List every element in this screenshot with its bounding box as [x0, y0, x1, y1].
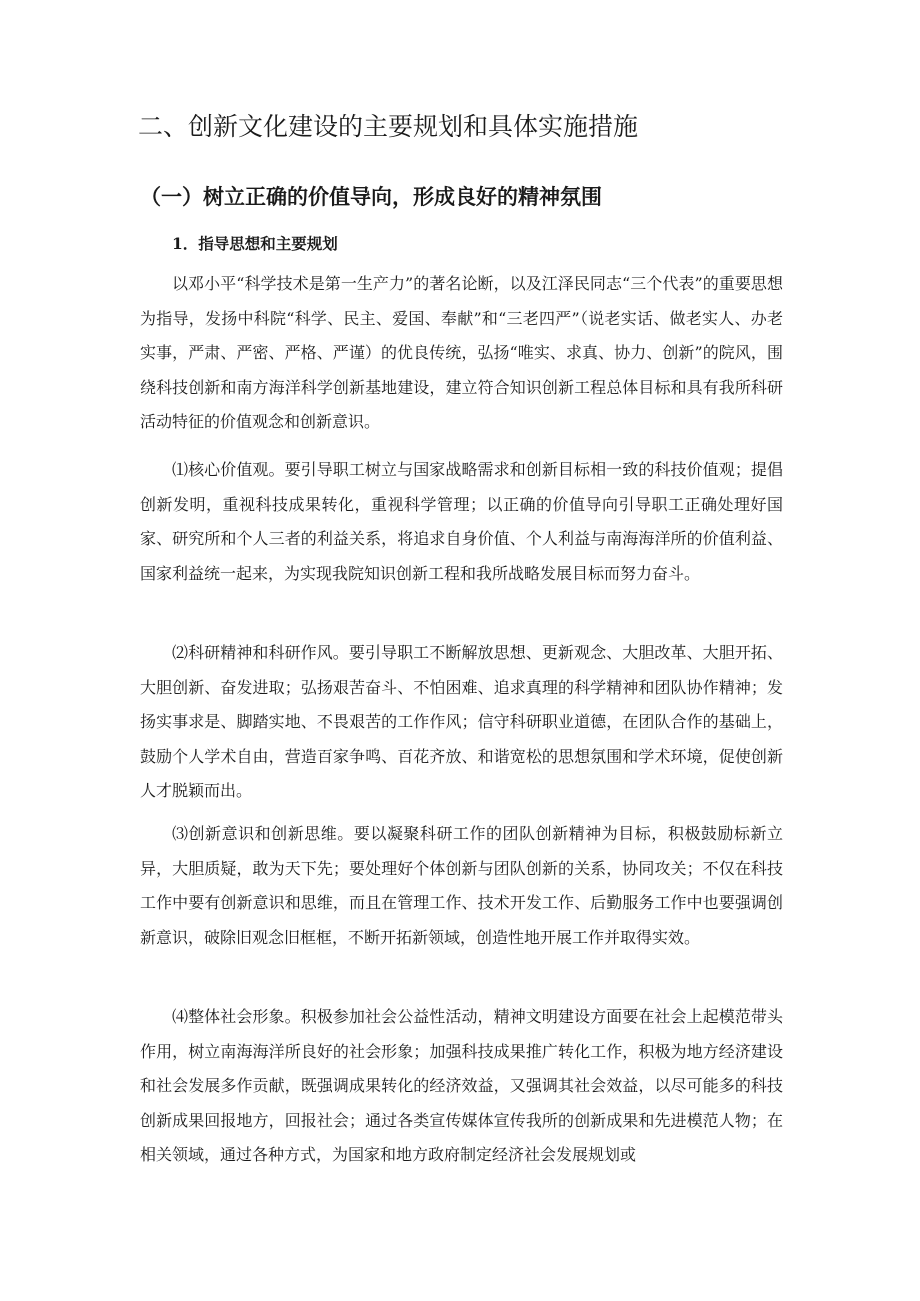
item-heading: 1．指导思想和主要规划	[172, 234, 338, 253]
paragraph-innovation-awareness: ⑶创新意识和创新思维。要以凝聚科研工作的团队创新精神为目标，积极鼓励标新立异，大胆质疑，敢为天下先；要处理好个体创新与团队创新的关系，协同攻关；不仅在科技工作中要有创新意识和思维，而且在管理工作、技术开发工作、后勤服务工作中也要强调创新意识，破除旧观念旧框框，不断开拓新领域，创造性地开展工作并取得实效。	[140, 824, 783, 947]
subsection-heading: （一）树立正确的价值导向，形成良好的精神氛围	[140, 184, 602, 209]
paragraph-guiding-thought: 以邓小平“科学技术是第一生产力”的著名论断，以及江泽民同志“三个代表”的重要思想为指导，发扬中科院“科学、民主、爱国、奉献”和“三老四严”（说老实话、做老实人、办老实事，严肃、严密、严格、严谨）的优良传统，弘扬“唯实、求真、协力、创新”的院风，围绕科技创新和南方海洋科学创新基地建设，建立符合知识创新工程总体目标和具有我所科研活动特征的价值观念和创新意识。	[140, 274, 783, 431]
paragraph-research-spirit: ⑵科研精神和科研作风。要引导职工不断解放思想、更新观念、大胆改革、大胆开拓、大胆创新、奋发进取；弘扬艰苦奋斗、不怕困难、追求真理的科学精神和团队协作精神；发扬实事求是、脚踏实地、不畏艰苦的工作作风；信守科研职业道德，在团队合作的基础上，鼓励个人学术自由，营造百家争鸣、百花齐放、和谐宽松的思想氛围和学术环境，促使创新人才脱颖而出。	[140, 643, 783, 800]
section-heading: 二、创新文化建设的主要规划和具体实施措施	[138, 112, 639, 141]
paragraph-core-values: ⑴核心价值观。要引导职工树立与国家战略需求和创新目标相一致的科技价值观；提倡创新发明，重视科技成果转化，重视科学管理；以正确的价值导向引导职工正确处理好国家、研究所和个人三者的利益关系，将追求自身价值、个人利益与南海海洋所的价值利益、国家利益统一起来，为实现我院知识创新工程和我所战略发展目标而努力奋斗。	[140, 460, 783, 583]
paragraph-social-image: ⑷整体社会形象。积极参加社会公益性活动，精神文明建设方面要在社会上起模范带头作用，树立南海海洋所良好的社会形象；加强科技成果推广转化工作，积极为地方经济建设和社会发展多作贡献，既强调成果转化的经济效益，又强调其社会效益，以尽可能多的科技创新成果回报地方，回报社会；通过各类宣传媒体宣传我所的创新成果和先进模范人物；在相关领域，通过各种方式，为国家和地方政府制定经济社会发展规划或	[140, 1007, 783, 1164]
